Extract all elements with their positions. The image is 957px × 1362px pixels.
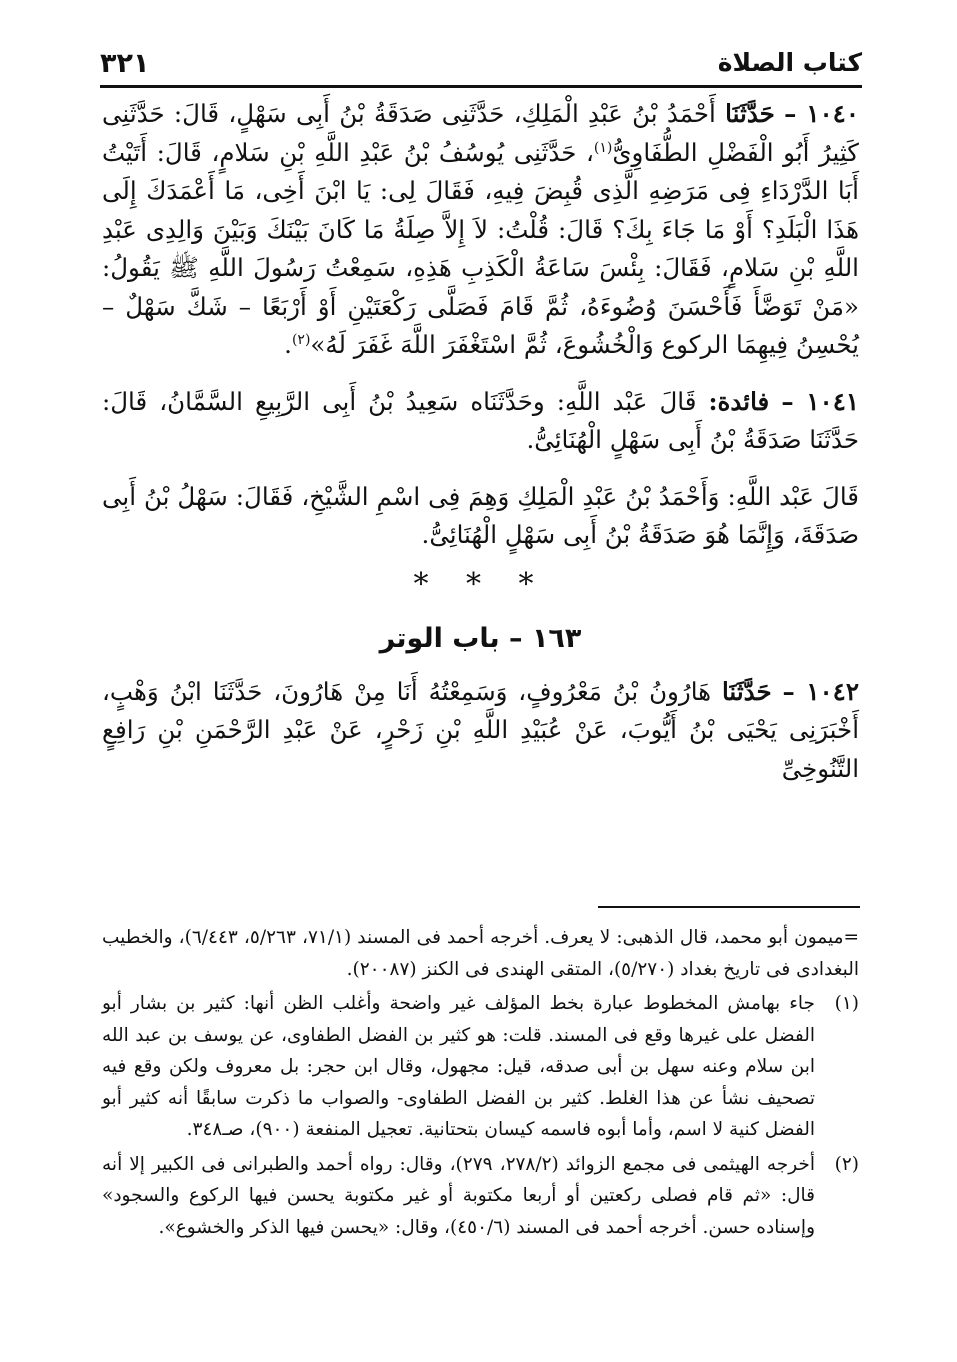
footnote-number: (١)	[834, 993, 859, 1014]
hadith-lead: حَدَّثَنَا	[725, 99, 775, 128]
hadith-number: ١٠٤٠ –	[784, 99, 859, 128]
hadith-text: هَارُونُ بْنُ مَعْرُوفٍ، وَسَمِعْتُهُ أَنَا مِنْ هَارُونَ، حَدَّثَنَا ابْنُ وَهْبٍ، أَخْبَرَنِى يَحْيَى بْنُ أَيُّوبَ، عَنْ عُبَيْدِ اللَّهِ بْنِ زَحْرٍ، عَنْ عَبْدِ الرَّحْمَنِ بْنِ رَافِعٍ التَّنُوخِىِّ	[102, 676, 859, 783]
book-title: كتاب الصلاة	[717, 48, 862, 77]
footnote-text: أخرجه الهيثمى فى مجمع الزوائد (٢٧٨/٢، ٢٧٩)، وقال: رواه أحمد والطبرانى فى الكبير إلا أنه قال: «ثم قام فصلى ركعتين أو أربعا مكتوبة أو غير مكتوبة يحسن فيها الركوع والسجود» وإسناده حسن. أخرجه أحمد فى المسند (٤٥٠/٦)، وقال: «يحسن فيها الذكر والخشوع».	[102, 1153, 815, 1238]
hadith-end: .	[284, 330, 292, 359]
hadith-text: أَحْمَدُ بْنُ عَبْدِ الْمَلِكِ، حَدَّثَنِى صَدَقَةُ بْنُ أَبِى سَهْلٍ، قَالَ: حَدَّثَنِى كَثِيرُ أَبُو الْفَضْلِ الطُّفَاوِىُّ	[102, 99, 859, 167]
section-separator: * * *	[413, 566, 548, 602]
hadith-number: ١٠٤٢ –	[782, 676, 859, 706]
footnote-2	[102, 1149, 859, 1244]
hadith-lead: حَدَّثَنَا	[721, 676, 772, 706]
main-text	[102, 95, 859, 788]
footnote-ref-1: (١)	[593, 139, 613, 156]
footnote-ref-2: (٢)	[291, 331, 311, 348]
page-number: ٣٢١	[100, 48, 150, 79]
chapter-heading: ١٦٣ – باب الوتر	[379, 622, 582, 654]
hadith-1041	[102, 383, 859, 460]
footnote-text: جاء بهامش المخطوط عبارة بخط المؤلف غير واضحة وأغلب الظن أنها: كثير بن بشار أبو الفضل على غيرها وقع فى المسند. قلت: هو كثير بن الفضل الطفاوى، عن يوسف بن عبد الله ابن سلام وعنه سهل بن أبى صدقه، قيل: مجهول، وقال ابن حجر: بل معروف ولكن وقع فيه تصحيف نشأ عن هذا الغلط. كثير بن الفضل الطفاوى- والصواب ما ذكرت سابقًا أنه كثير أبو الفضل كنية لا اسم، وأما أبوه فاسمه كيسان بتحتانية. تعجيل المنفعة (٩٠٠)، صـ٣٤٨.	[102, 993, 815, 1140]
footnote-1	[102, 988, 859, 1146]
page-header	[100, 42, 862, 82]
footnotes	[102, 922, 859, 1243]
hadith-text: قَالَ عَبْد اللَّهِ: وحَدَّثَنَاه سَعِيدُ بْنُ أَبِى الرَّبِيعِ السَّمَّانُ، قَالَ: حَدَّثَنَا صَدَقَةُ بْنُ أَبِى سَهْلٍ الْهُنَائِىُّ.	[102, 386, 859, 454]
footnote-rule	[598, 906, 860, 908]
hadith-1042	[102, 673, 859, 789]
hadith-1040	[102, 95, 859, 365]
commentary-paragraph: قَالَ عَبْد اللَّهِ: وَأَحْمَدُ بْنُ عَبْدِ الْمَلِكِ وَهِمَ فِى اسْمِ الشَّيْخِ، فَقَالَ: سَهْلُ بْنُ أَبِى صَدَقَةَ، وَإِنَّمَا هُوَ صَدَقَةُ بْنُ أَبِى سَهْلٍ الْهُنَائِىُّ.	[102, 481, 859, 549]
header-rule	[100, 85, 862, 88]
hadith-lead: فائدة:	[708, 386, 770, 416]
hadith-text-continued: ، حَدَّثَنِى يُوسُفُ بْنُ عَبْدِ اللَّهِ بْنِ سَلامٍ، قَالَ: أَتَيْتُ أَبَا الدَّرْدَاءِ فِى مَرَضِهِ الَّذِى قُبِضَ فِيهِ، فَقَالَ لِى: يَا ابْنَ أَخِى، مَا أَعْمَدَكَ إِلَى هَذَا الْبَلَدِ؟ أَوْ مَا جَاءَ بِكَ؟ قَالَ: قُلْتُ: لاَ إِلاَّ صِلَةُ مَا كَانَ بَيْنَكَ وَبَيْنَ وَالِدِى عَبْدِ اللَّهِ بْنِ سَلامٍ، فَقَالَ: بِئْسَ سَاعَةُ الْكَذِبِ هَذِهِ، سَمِعْتُ رَسُولَ اللَّهِ ﷺ يَقُولُ: «مَنْ تَوَضَّأَ فَأَحْسَنَ وُضُوءَهُ، ثُمَّ قَامَ فَصَلَّى رَكْعَتَيْنِ أَوْ أَرْبَعًا – شَكَّ سَهْلٌ – يُحْسِنُ فِيهِمَا الركوع وَالْخُشُوعَ، ثُمَّ اسْتَغْفَرَ اللَّهَ غَفَرَ لَهُ»	[102, 137, 859, 359]
footnote-number: (٢)	[834, 1153, 859, 1175]
hadith-number: ١٠٤١ –	[781, 386, 860, 416]
footnote-continuation: =ميمون أبو محمد، قال الذهبى: لا يعرف. أخرجه أحمد فى المسند (٧١/١، ٥/٢٦٣، ٦/٤٤٣)، والخطيب البغدادى فى تاريخ بغداد (٥/٢٧٠)، المتقى الهندى فى الكنز (٢٠٠٨٧).	[102, 927, 859, 980]
